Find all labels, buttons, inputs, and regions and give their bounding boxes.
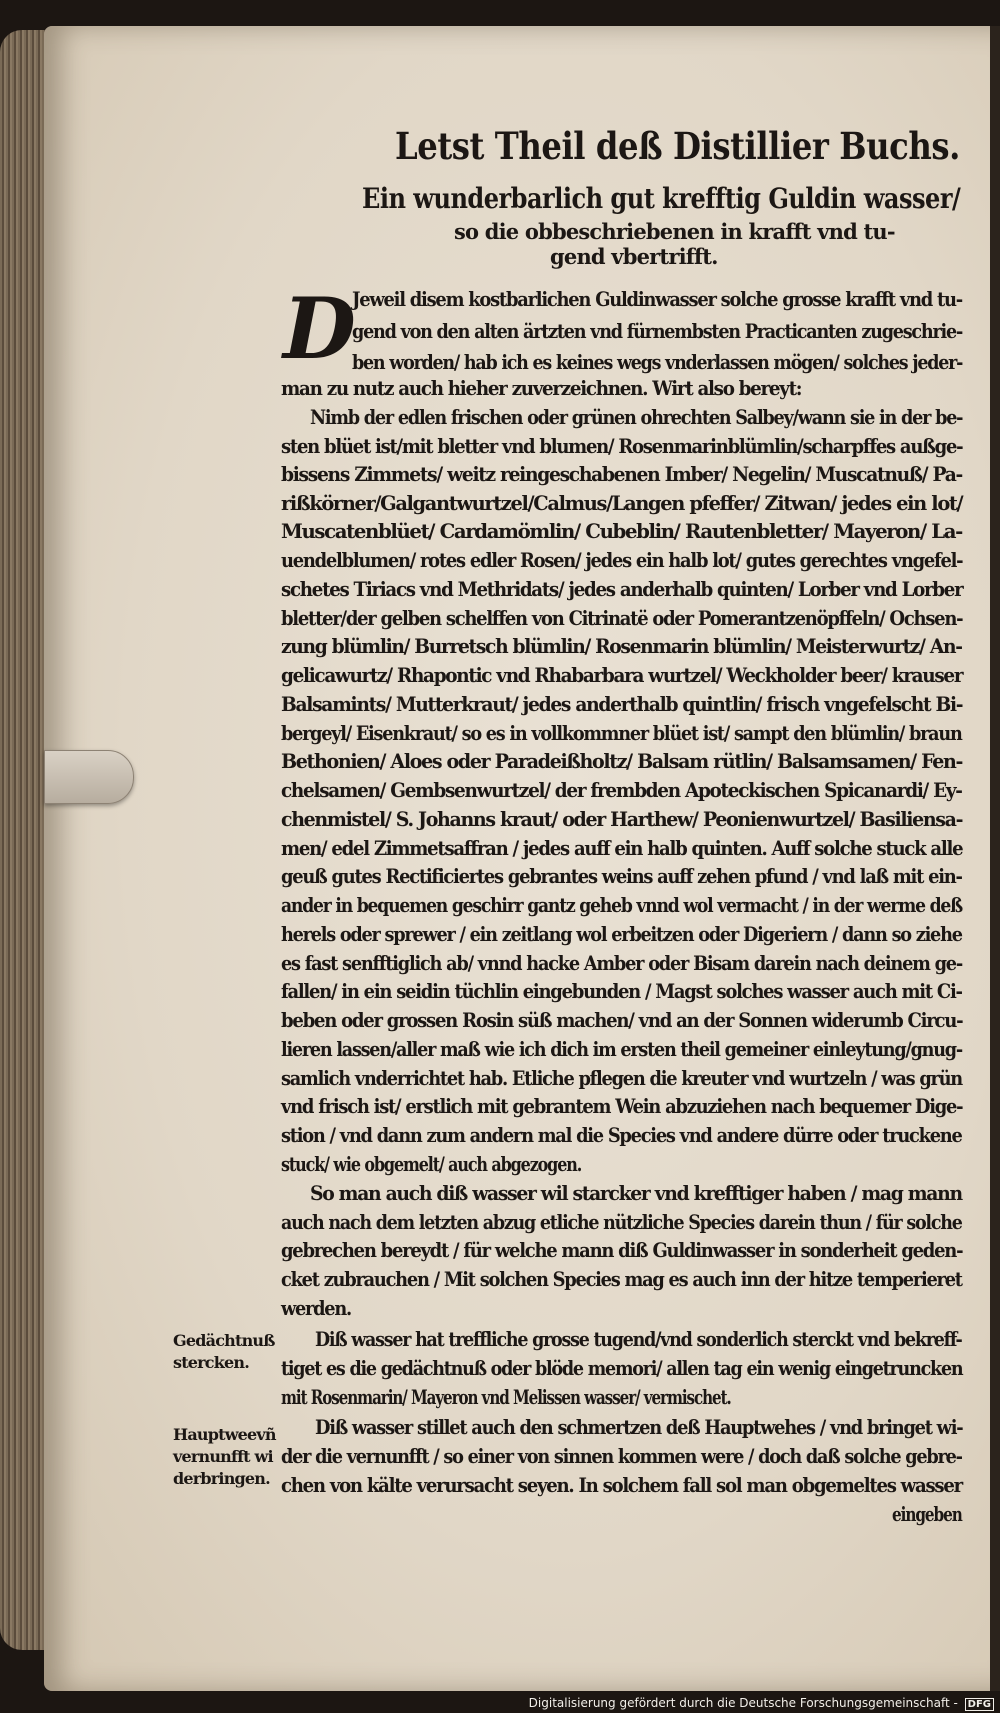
text-line: Bethonien/ Aloes oder Paradeißholtz/ Balsam rütlin/ Balsamsamen/ Fen- — [281, 749, 963, 773]
section-subheading-line: gend vbertrifft. — [550, 244, 718, 269]
text-line: rißkörner/Galgantwurtzel/Calmus/Langen pfeffer/ Zitwan/ jedes ein lot/ — [281, 491, 963, 515]
text-line: samlich vnderrichtet hab. Etliche pflegen die kreuter vnd wurtzeln / was grün — [281, 1066, 962, 1090]
text-line: chen von kälte verursacht seyen. In solchem fall sol man obgemeltes wasser — [281, 1473, 962, 1497]
text-line: der die vernunfft / so einer von sinnen kommen were / doch daß solche gebre- — [281, 1444, 962, 1468]
digitization-credit — [529, 1696, 994, 1711]
dfg-logo: DFG — [965, 1698, 994, 1711]
text-line: tiget es die gedächtnuß oder blöde memori/ allen tag ein wenig eingetruncken — [281, 1356, 963, 1380]
page-shadow — [990, 26, 1000, 1691]
text-line: gebrechen bereydt / für welche mann diß Guldinwasser in sonderheit geden- — [281, 1238, 963, 1262]
text-line: beben oder grossen Rosin süß machen/ vnd an der Sonnen widerumb Circu- — [281, 1008, 963, 1032]
text-line: ander in bequemen geschirr gantz geheb vnnd wol vermacht / in der werme deß — [281, 893, 962, 917]
text-line: mit Rosenmarin/ Mayeron vnd Melissen wasser/ vermischet. — [281, 1385, 731, 1409]
text-line: Diß wasser hat treffliche grosse tugend/vnd sonderlich sterckt vnd bekreff- — [315, 1327, 962, 1351]
text-line: ben worden/ hab ich es keines wegs vnderlassen mögen/ solches jeder- — [352, 350, 963, 374]
text-line: es fast senfftiglich ab/ vnnd hacke Amber oder Bisam darein nach deinem ge- — [281, 951, 962, 975]
text-line: chelsamen/ Gembsenwurtzel/ der frembden Apoteckischen Spicanardi/ Ey- — [281, 778, 962, 802]
section-subheading-line: so die obbeschriebenen in krafft vnd tu- — [454, 219, 895, 244]
text-line: werden. — [281, 1296, 351, 1320]
text-line: lieren lassen/aller maß wie ich dich im ersten theil gemeiner einleytung/gnug- — [281, 1037, 962, 1061]
text-line: uendelblumen/ rotes edler Rosen/ jedes ein halb lot/ gutes gerechtes vngefel- — [281, 548, 963, 572]
text-line: Diß wasser stillet auch den schmertzen deß Hauptwehes / vnd bringet wi- — [315, 1415, 963, 1439]
margin-note-line: derbringen. — [173, 1469, 270, 1488]
catchword: eingeben — [892, 1502, 962, 1526]
page-clip — [44, 750, 134, 804]
text-line: fallen/ in ein seidin tüchlin eingebunden / Magst solches wasser auch mit Ci- — [281, 979, 962, 1003]
text-line: So man auch diß wasser wil starcker vnd krefftiger haben / mag mann — [310, 1181, 962, 1205]
page-title: Letst Theil deß Distillier Buchs. — [395, 124, 960, 168]
text-line: bissens Zimmets/ weitz reingeschabenen Imber/ Negelin/ Muscatnuß/ Pa- — [281, 462, 962, 486]
text-line: vnd frisch ist/ erstlich mit gebrantem Wein abzuziehen nach bequemer Dige- — [281, 1094, 963, 1118]
text-line: sten blüet ist/mit bletter vnd blumen/ Rosenmarinblümlin/scharpffes außge- — [281, 434, 963, 458]
margin-note-line: vernunfft wi — [173, 1447, 273, 1466]
text-line: men/ edel Zimmetsaffran / jedes auff ein halb quinten. Auff solche stuck alle — [281, 836, 963, 860]
margin-note-line: Hauptweevñ — [173, 1425, 276, 1444]
decorated-initial: D — [283, 279, 356, 378]
text-line: chenmistel/ S. Johanns kraut/ oder Harthew/ Peonienwurtzel/ Basiliensa- — [281, 807, 963, 831]
section-heading: Ein wunderbarlich gut krefftig Guldin wasser/ — [362, 182, 961, 215]
text-line: bletter/der gelben schelffen von Citrinatë oder Pomerantzenöpffeln/ Ochsen- — [281, 606, 963, 630]
text-line: geuß gutes Rectificiertes gebrantes weins auff zehen pfund / vnd laß mit ein- — [281, 864, 962, 888]
text-line: stuck/ wie obgemelt/ auch abgezogen. — [281, 1152, 582, 1176]
text-line: cket zubrauchen / Mit solchen Species mag es auch inn der hitze temperieret — [281, 1267, 962, 1291]
text-line: Jeweil disem kostbarlichen Guldinwasser solche grosse krafft vnd tu- — [352, 287, 962, 311]
text-line: zung blümlin/ Burretsch blümlin/ Rosenmarin blümlin/ Meisterwurtz/ An- — [281, 634, 962, 658]
text-line: herels oder sprewer / ein zeitlang wol erbeitzen oder Digeriern / dann so ziehe — [281, 922, 962, 946]
margin-note-line: Gedächtnuß — [173, 1331, 275, 1350]
text-line: bergeyl/ Eisenkraut/ so es in vollkommner blüet ist/ sampt den blümlin/ braun — [281, 721, 962, 745]
margin-note-line: stercken. — [173, 1353, 250, 1372]
text-line: schetes Tiriacs vnd Methridats/ jedes anderhalb quinten/ Lorber vnd Lorber — [281, 577, 963, 601]
text-line: Nimb der edlen frischen oder grünen ohrechten Salbey/wann sie in der be- — [310, 405, 963, 429]
text-line: Balsamints/ Mutterkraut/ jedes anderthalb quintlin/ frisch vngefelscht Bi- — [281, 692, 963, 716]
text-line: man zu nutz auch hieher zuverzeichnen. Wirt also bereyt: — [281, 376, 802, 400]
text-line: gelicawurtz/ Rhapontic vnd Rhabarbara wurtzel/ Weckholder beer/ krauser — [281, 663, 963, 687]
text-line: Muscatenblüet/ Cardamömlin/ Cubeblin/ Rautenbletter/ Mayeron/ La- — [281, 519, 962, 543]
text-line: auch nach dem letzten abzug etliche nützliche Species darein thun / für solche — [281, 1210, 962, 1234]
credit-text: Digitalisierung gefördert durch die Deutsche Forschungsgemeinschaft - — [528, 1696, 958, 1710]
text-line: gend von den alten ärtzten vnd fürnembsten Practicanten zugeschrie- — [352, 319, 963, 343]
text-line: stion / vnd dann zum andern mal die Species vnd andere dürre oder truckene — [281, 1123, 962, 1147]
